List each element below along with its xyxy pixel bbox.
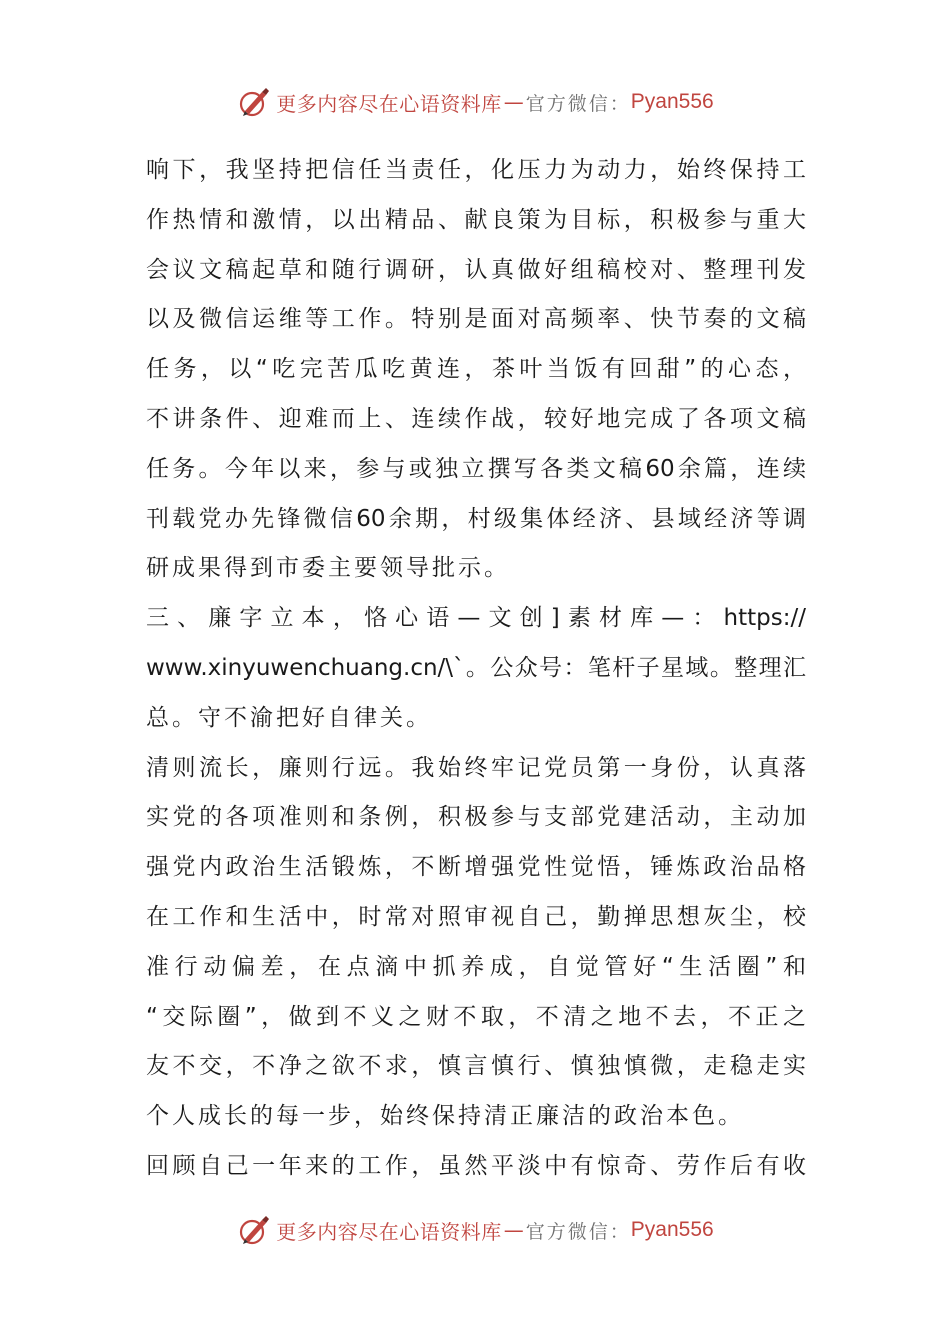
pen-logo-icon	[236, 1212, 272, 1248]
text-line: 回顾自己一年来的工作，虽然平淡中有惊奇、劳作后有收	[146, 1152, 806, 1179]
banner-main-text: 更多内容尽在心语资料库	[276, 91, 502, 116]
text-line: 实党的各项准则和条例，积极参与支部党建活动，主动加	[146, 804, 806, 831]
text-line: “交际圈”，做到不义之财不取，不清之地不去，不正之	[146, 1003, 806, 1030]
text-line: 三、廉字立本，恪心语—文创]素材库—：https://	[146, 605, 806, 632]
text-line: 任务，以“吃完苦瓜吃黄连，茶叶当饭有回甜”的心态，	[146, 356, 806, 383]
text-line: 友不交，不净之欲不求，慎言慎行、慎独慎微，走稳走实	[146, 1053, 806, 1080]
text-line: 以及微信运维等工作。特别是面对高频率、快节奏的文稿	[146, 306, 806, 333]
banner-dash: —	[503, 90, 524, 114]
text-line: 研成果得到市委主要领导批示。	[146, 555, 510, 582]
text-line: 准行动偏差，在点滴中抓养成，自觉管好“生活圈”和	[146, 953, 806, 980]
text-line: 响下，我坚持把信任当责任，化压力为动力，始终保持工	[146, 157, 806, 183]
text-line: 作热情和激情，以出精品、献良策为目标，积极参与重大	[146, 206, 806, 233]
text-line: 会议文稿起草和随行调研，认真做好组稿校对、整理刊发	[146, 256, 806, 283]
text-line: 总。守不渝把好自律关。	[146, 704, 432, 731]
banner-sub-text: 官方微信：	[525, 1220, 631, 1243]
banner-wechat-handle: Pyan556	[630, 90, 714, 113]
text-line: 清则流长，廉则行远。我始终牢记党员第一身份，认真落	[146, 754, 806, 781]
text-line: www.xinyuwenchuang.cn/\`。公众号：笔杆子星域。整理汇	[146, 654, 806, 681]
pen-logo-icon	[236, 84, 272, 120]
banner-wechat-handle: Pyan556	[630, 1218, 714, 1241]
text-line: 不讲条件、迎难而上、连续作战，较好地完成了各项文稿	[146, 405, 806, 432]
text-line: 强党内政治生活锻炼，不断增强党性觉悟，锤炼政治品格	[146, 854, 806, 881]
banner-sub-text: 官方微信：	[525, 92, 631, 115]
banner-main-text: 更多内容尽在心语资料库	[276, 1219, 502, 1244]
text-line: 在工作和生活中，时常对照审视自己，勤掸思想灰尘，校	[146, 903, 806, 930]
text-line: 个人成长的每一步，始终保持清正廉洁的政治本色。	[146, 1103, 744, 1130]
text-line: 任务。今年以来，参与或独立撰写各类文稿60余篇，连续	[146, 455, 806, 482]
header-watermark-banner	[0, 82, 950, 122]
footer-watermark-banner	[0, 1210, 950, 1250]
banner-dash: —	[503, 1218, 524, 1242]
text-line: 刊载党办先锋微信60余期，村级集体经济、县域经济等调	[146, 505, 806, 532]
document-body	[146, 146, 806, 1192]
